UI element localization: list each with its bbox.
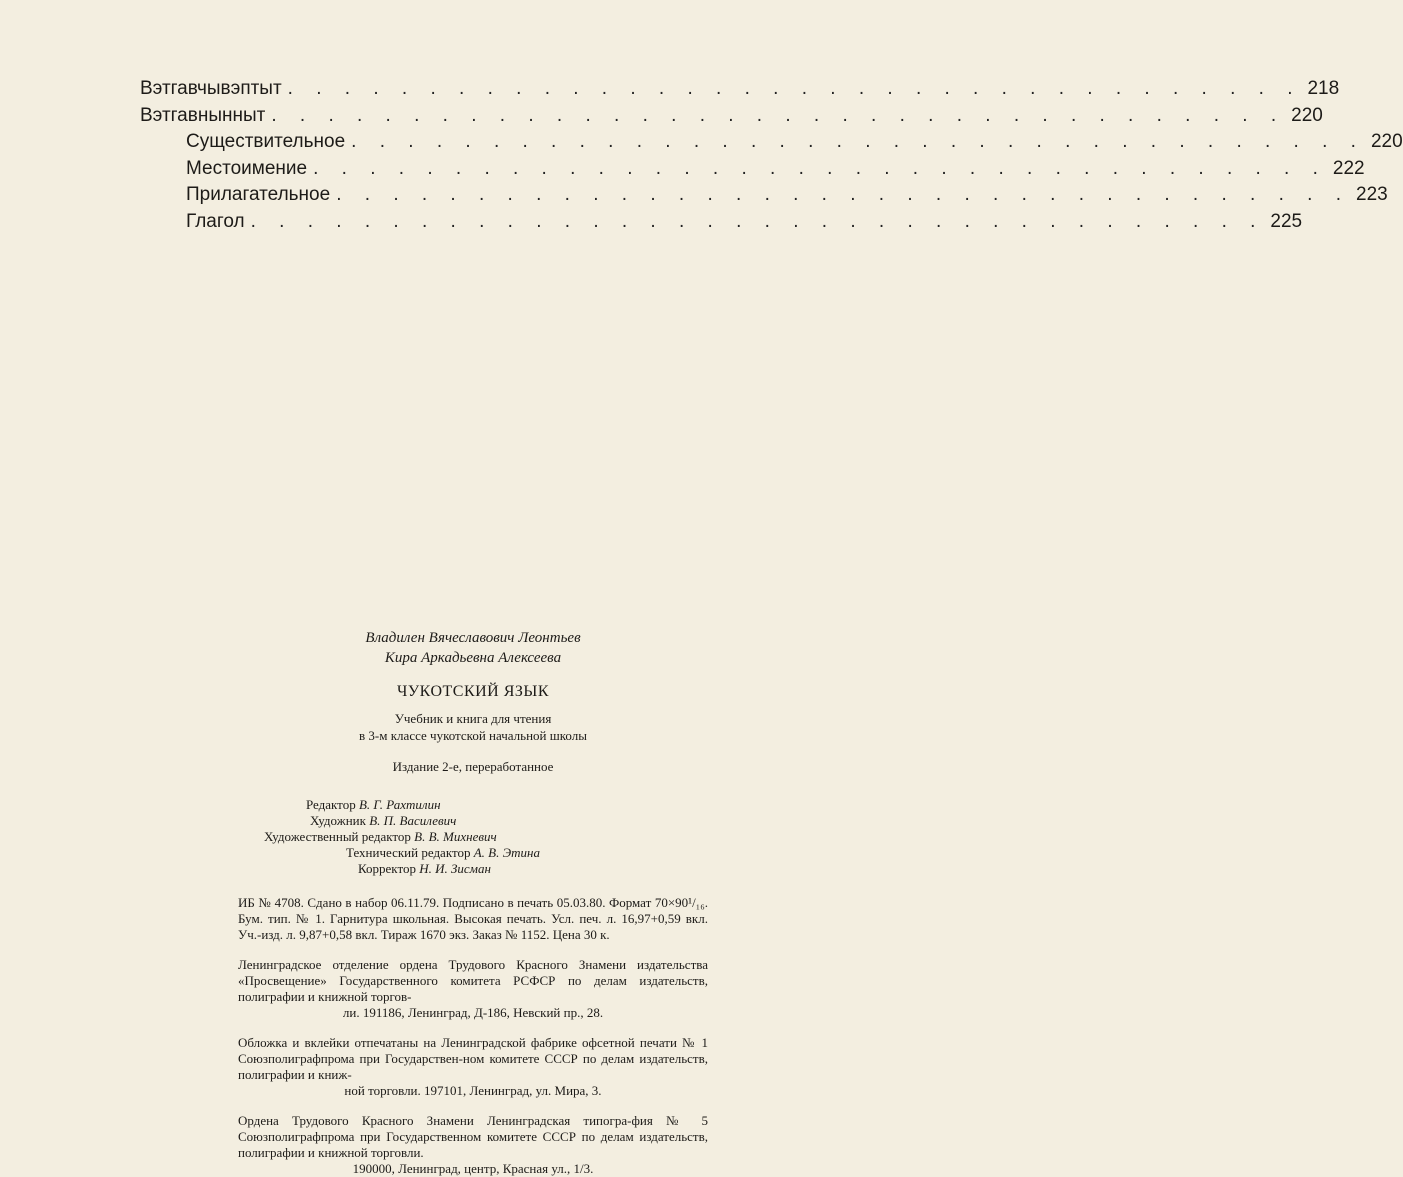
toc-entry bbox=[140, 156, 1365, 183]
credit-line bbox=[238, 813, 708, 829]
credit-name: В. Г. Рахтилин bbox=[358, 797, 441, 812]
toc-leader-dots: . . . . . . . . . . . . . . . . . . . . . . . . . . . . . . . . . . . . bbox=[271, 104, 1286, 126]
colophon bbox=[238, 628, 708, 1177]
toc-entry bbox=[140, 76, 1340, 103]
credit-role: Художественный редактор bbox=[264, 829, 411, 844]
printer-text: Ордена Трудового Красного Знамени Ленинградская типогра-фия № 5 Союзполиграфпрома при Государственном комитете СССР по делам издательств, полиграфии и книжной торговли. bbox=[238, 1113, 708, 1160]
edition-note: Издание 2-е, переработанное bbox=[392, 759, 554, 774]
toc-entry bbox=[140, 103, 1323, 130]
toc-leader-dots: . . . . . . . . . . . . . . . . . . . . . . . . . . . . . . . . . . . . bbox=[287, 78, 1302, 99]
credit-line bbox=[238, 845, 708, 861]
credits-list bbox=[238, 797, 708, 877]
toc-entry-title: Существительное bbox=[186, 131, 346, 152]
toc-entry-page: 220 bbox=[1291, 104, 1323, 126]
toc-entry bbox=[140, 182, 1388, 209]
toc-entry-page: 225 bbox=[1270, 210, 1303, 232]
publisher-text: Ленинградское отделение ордена Трудового Красного Знамени издательства «Просвещение» Государственного комитета РСФСР по делам издательств, полиграфии и книжной торгов- bbox=[238, 957, 708, 1004]
book-title: ЧУКОТСКИЙ ЯЗЫК bbox=[396, 683, 550, 700]
toc-entry-page: 218 bbox=[1307, 78, 1340, 99]
publisher-address: ли. 191186, Ленинград, Д-186, Невский пр., 28. bbox=[342, 1005, 604, 1020]
publisher-info bbox=[238, 957, 708, 1021]
toc-entry-page: 220 bbox=[1370, 131, 1403, 152]
credit-role: Редактор bbox=[306, 797, 356, 812]
credit-line bbox=[238, 829, 708, 845]
credit-name: В. В. Михневич bbox=[414, 829, 497, 844]
toc-leader-dots: . . . . . . . . . . . . . . . . . . . . . . . . . . . . . . . . . . . . bbox=[250, 210, 1265, 232]
credit-name: Н. И. Зисман bbox=[419, 861, 491, 876]
credit-role: Корректор bbox=[358, 861, 416, 876]
credit-line bbox=[238, 861, 708, 877]
toc-entry bbox=[140, 129, 1403, 156]
toc-entry-title: Вэтгавчывэптыт bbox=[140, 78, 282, 99]
toc-entry-title: Местоимение bbox=[186, 157, 308, 179]
table-of-contents bbox=[140, 76, 1403, 235]
credit-name: В. П. Василевич bbox=[369, 813, 457, 828]
cover-print-address: ной торговли. 197101, Ленинград, ул. Мира, 3. bbox=[344, 1083, 602, 1098]
toc-entry-title: Прилагательное bbox=[186, 184, 331, 205]
toc-entry bbox=[140, 209, 1303, 236]
authors bbox=[238, 628, 708, 668]
toc-leader-dots: . . . . . . . . . . . . . . . . . . . . . . . . . . . . . . . . . . . . bbox=[351, 131, 1365, 152]
print-info: ИБ № 4708. Сдано в набор 06.11.79. Подписано в печать 05.03.80. Формат 70×90¹/₁₆. Бум. тип. № 1. Гарнитура школьная. Высокая печать. Усл. печ. л. 16,97+0,59 вкл. Уч.-изд. л. 9,87+0,58 вкл. Тираж 1670 экз. Заказ № 1152. Цена 30 к. bbox=[238, 895, 708, 942]
cover-print-info bbox=[238, 1035, 708, 1099]
toc-entry-page: 223 bbox=[1356, 184, 1388, 205]
printer-info bbox=[238, 1113, 708, 1177]
toc-entry-title: Глагол bbox=[186, 210, 245, 232]
subtitle-line: в 3-м классе чукотской начальной школы bbox=[359, 728, 587, 743]
cover-print-text: Обложка и вклейки отпечатаны на Ленинградской фабрике офсетной печати № 1 Союзполиграфпрома при Государствен-ном комитете СССР по делам издательств, полиграфии и книж- bbox=[238, 1035, 708, 1082]
book-subtitle bbox=[238, 710, 708, 744]
author-name: Владилен Вячеславович Леонтьев bbox=[365, 630, 581, 646]
toc-leader-dots: . . . . . . . . . . . . . . . . . . . . . . . . . . . . . . . . . . . . bbox=[313, 157, 1327, 179]
toc-entry-page: 222 bbox=[1332, 157, 1365, 179]
credit-role: Художник bbox=[310, 813, 366, 828]
credit-line bbox=[238, 797, 708, 813]
credit-role: Технический редактор bbox=[346, 845, 471, 860]
subtitle-line: Учебник и книга для чтения bbox=[394, 711, 552, 726]
author-name: Кира Аркадьевна Алексеева bbox=[384, 650, 562, 666]
credit-name: А. В. Этина bbox=[473, 845, 540, 860]
toc-entry-title: Вэтгавнынныт bbox=[140, 104, 266, 126]
printer-address: 190000, Ленинград, центр, Красная ул., 1/3. bbox=[352, 1161, 594, 1176]
toc-leader-dots: . . . . . . . . . . . . . . . . . . . . . . . . . . . . . . . . . . . . bbox=[336, 184, 1350, 205]
